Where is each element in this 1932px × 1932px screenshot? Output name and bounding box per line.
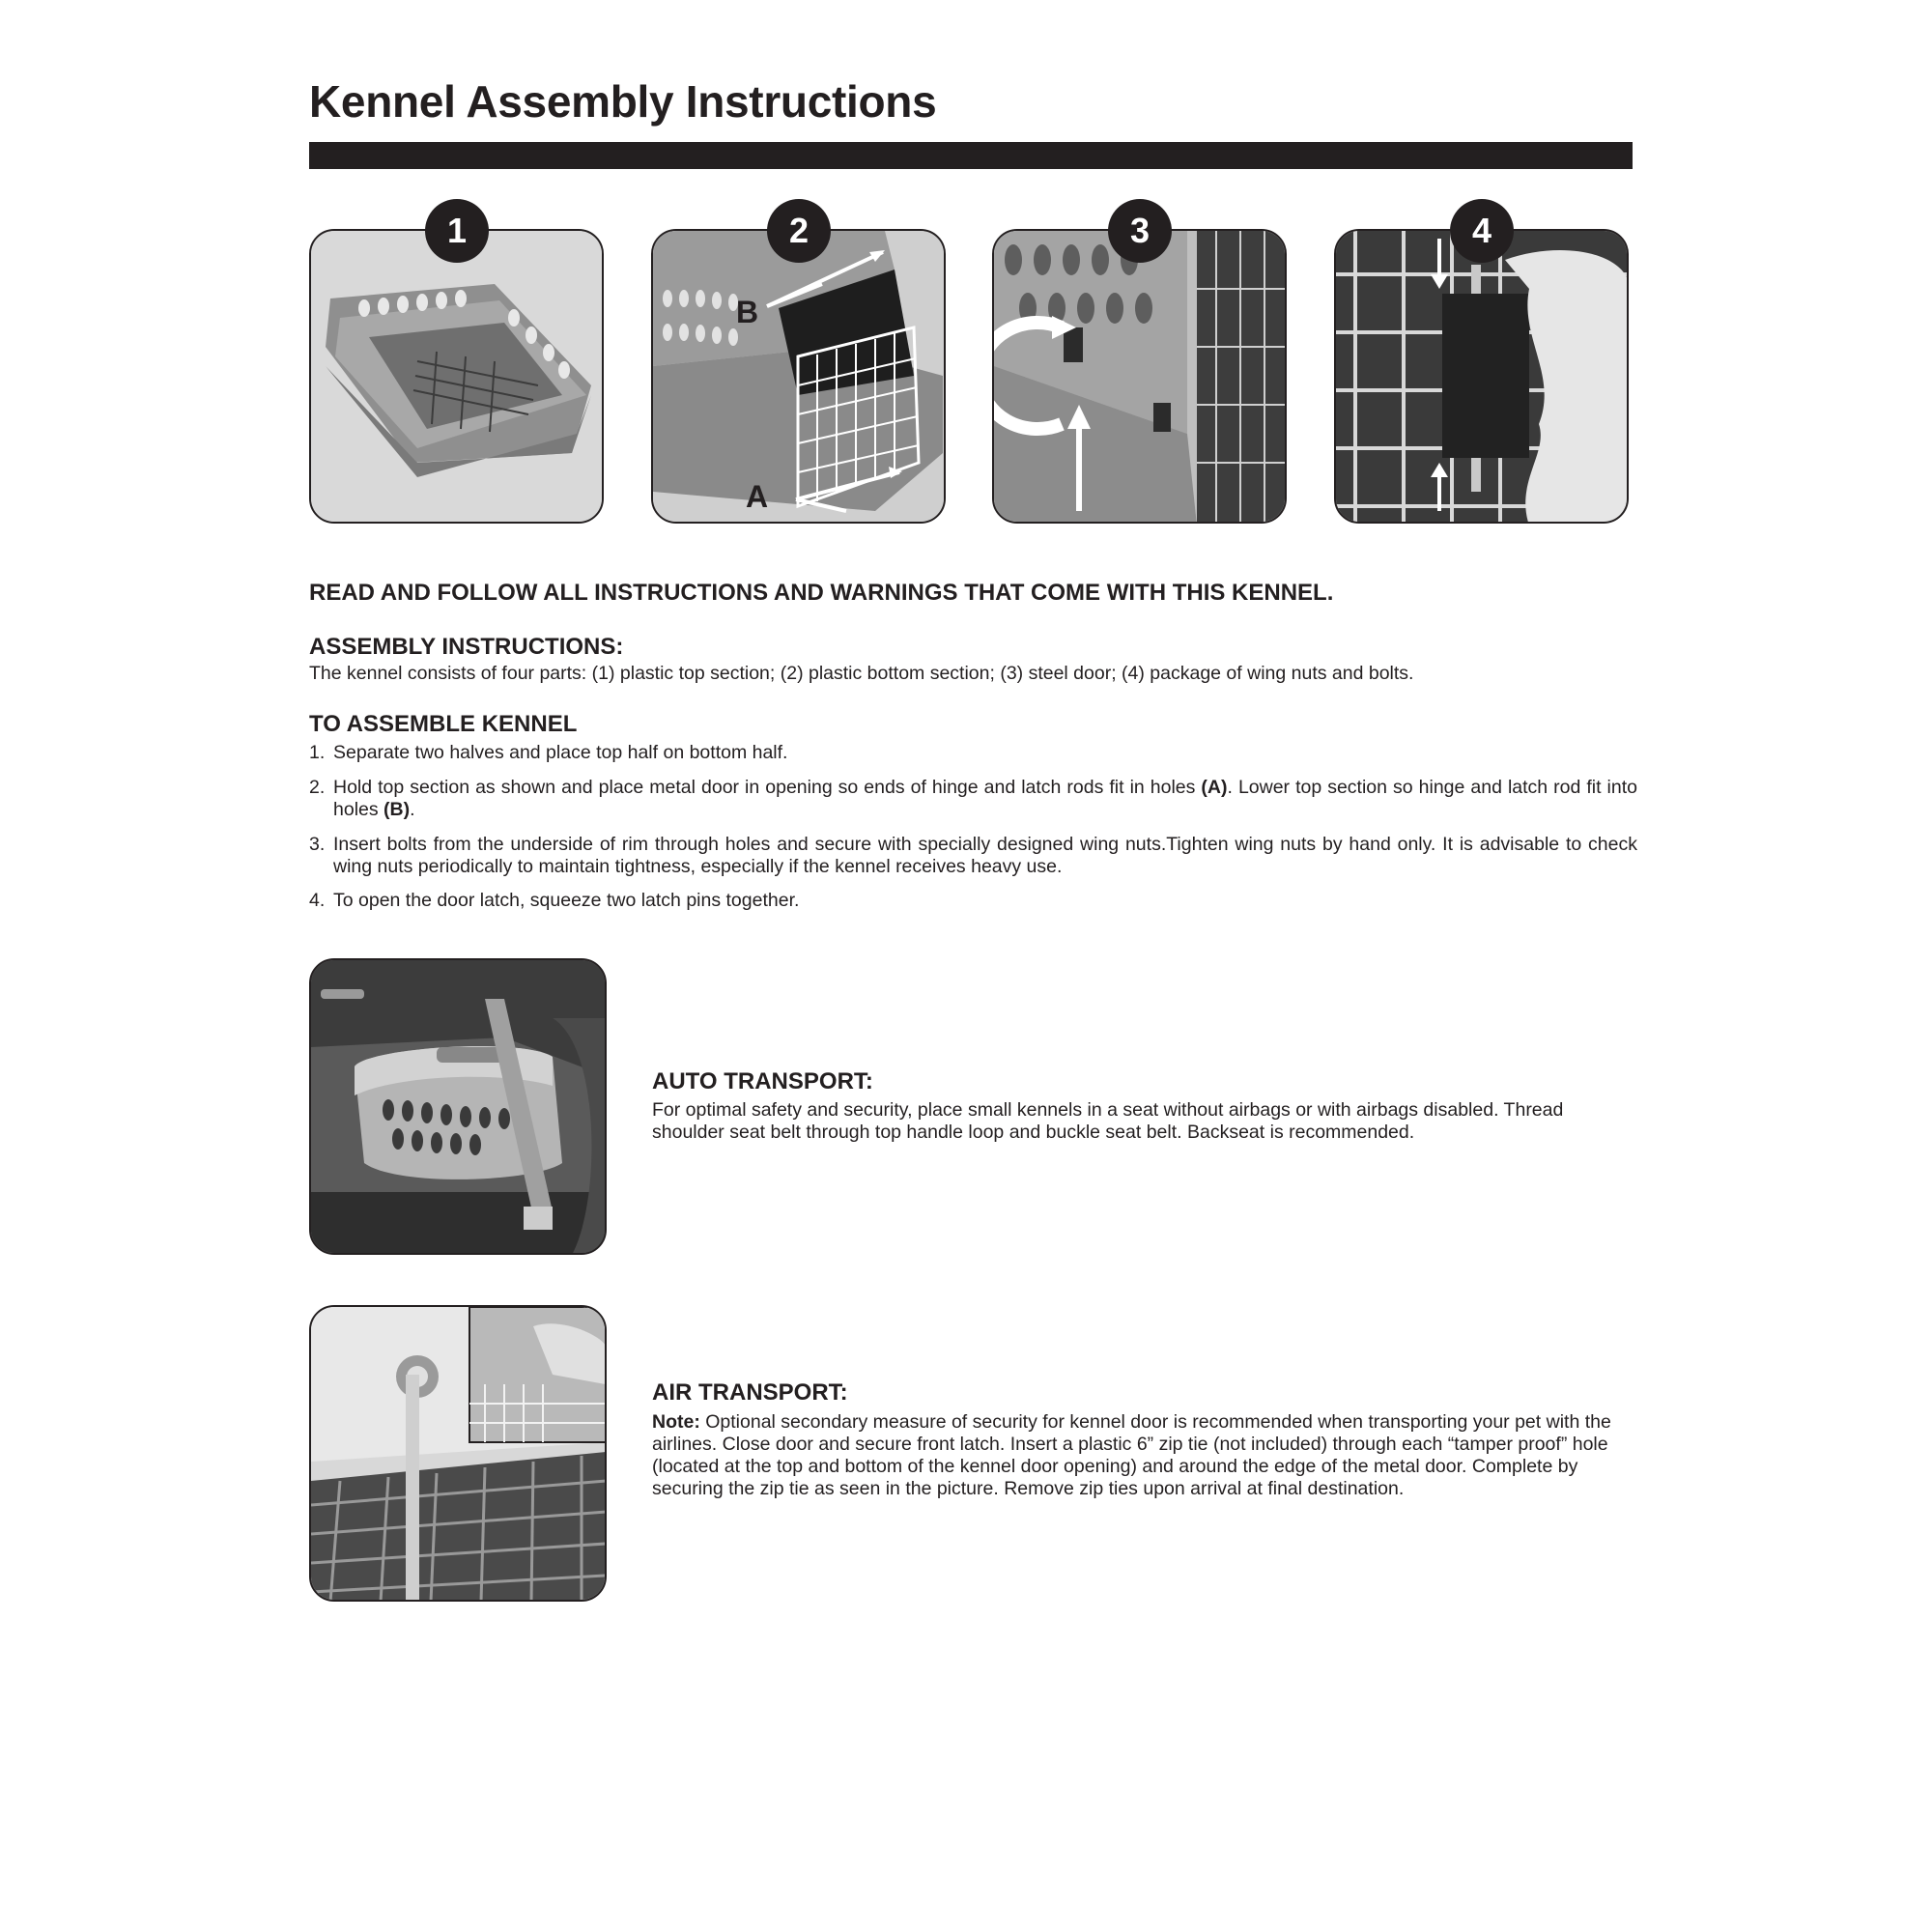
step-4-number: 4 [1450,199,1514,263]
list-item-text: To open the door latch, squeeze two latch pins together. [333,890,800,911]
list-item [309,777,1637,821]
list-item-number: 4. [309,890,326,911]
list-item-text: Separate two halves and place top half on bottom half. [333,742,788,763]
text-segment: Hold top section as shown and place metal door in opening so ends of hinge and latch rods fit in holes [333,777,1202,798]
list-item-text [309,777,1637,821]
auto-transport-image [309,958,607,1255]
list-item [309,742,1637,764]
assembly-heading: ASSEMBLY INSTRUCTIONS: [309,634,624,660]
step-3-image [992,229,1287,524]
list-item [309,890,1637,912]
list-item [309,834,1637,878]
warning-text: READ AND FOLLOW ALL INSTRUCTIONS AND WARNINGS THAT COME WITH THIS KENNEL. [309,580,1334,606]
auto-transport-heading: AUTO TRANSPORT: [652,1068,873,1094]
callout-a-label: A [746,479,769,514]
step-1-image [309,229,604,524]
air-transport-text [652,1411,1618,1500]
hole-b-ref: (B) [384,799,411,820]
assembly-description: The kennel consists of four parts: (1) plastic top section; (2) plastic bottom section; (3) steel door; (4) package of wing nuts and bolts. [309,663,1414,684]
callout-b-label: B [736,295,759,329]
step-1-number: 1 [425,199,489,263]
hole-a-ref: (A) [1201,777,1228,798]
to-assemble-heading: TO ASSEMBLE KENNEL [309,711,578,737]
title-divider-bar [309,142,1633,169]
auto-transport-text: For optimal safety and security, place small kennels in a seat without airbags or with airbags disabled. Thread shoulder seat belt through top handle loop and buckle seat belt. Backseat is recommended. [652,1099,1564,1143]
step-2-number: 2 [767,199,831,263]
list-item-number: 1. [309,742,326,763]
page-title: Kennel Assembly Instructions [309,76,937,127]
list-item-number: 2. [309,777,326,798]
air-transport-body: Optional secondary measure of security for kennel door is recommended when transporting your pet with the airlines. Close door and secure front latch. Insert a plastic 6” zip tie (not included) through each “tamper proof” hole (located at the top and bottom of the kennel door opening) and around the edge of the metal door. Complete by securing the zip tie as seen in the picture. Remove zip ties upon arrival at final destination. [652,1411,1611,1499]
list-item-number: 3. [309,834,326,855]
list-item-text: Insert bolts from the underside of rim through holes and secure with specially designed wing nuts.Tighten wing nuts by hand only. It is advisable to check wing nuts periodically to maintain tightness, especially if the kennel receives heavy use. [333,834,1637,877]
air-transport-heading: AIR TRANSPORT: [652,1379,848,1406]
text-segment: . Lower top section so hinge and latch rod fit into holes [333,777,1638,820]
note-label: Note: [652,1411,700,1433]
step-4-image [1334,229,1629,524]
text-segment: . [410,799,415,820]
step-3-number: 3 [1108,199,1172,263]
step-2-image [651,229,946,524]
air-transport-image [309,1305,607,1602]
